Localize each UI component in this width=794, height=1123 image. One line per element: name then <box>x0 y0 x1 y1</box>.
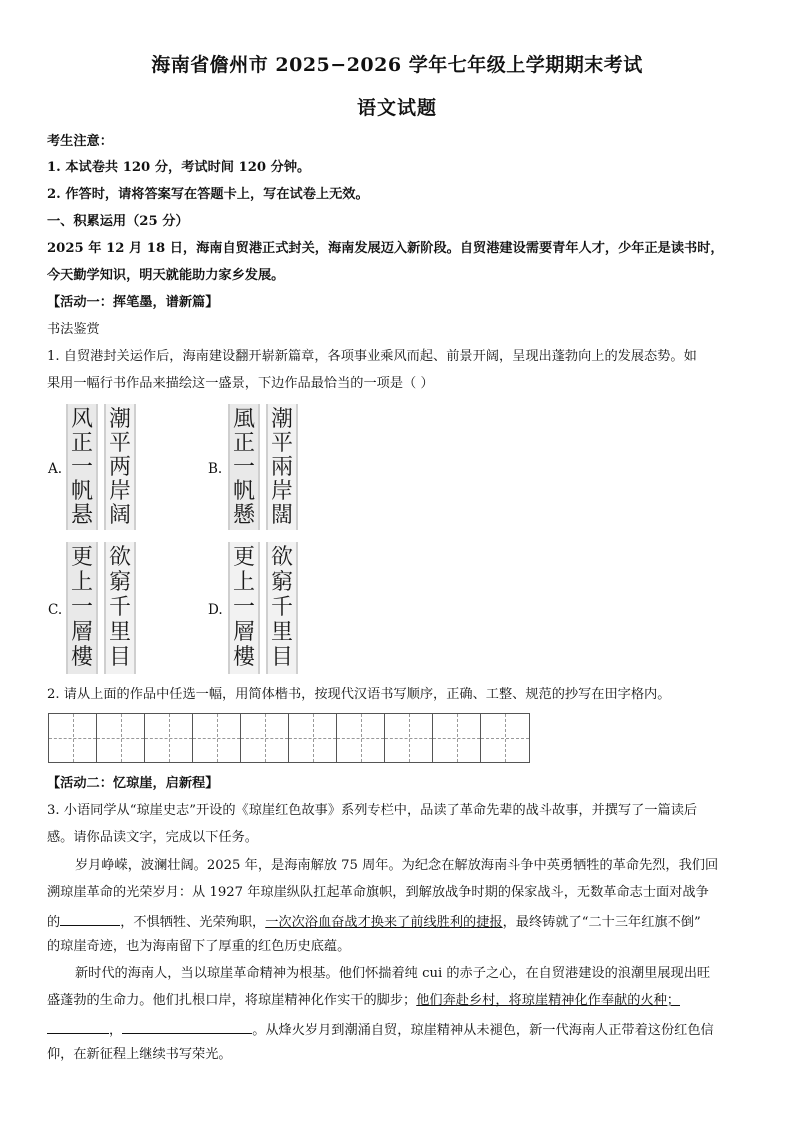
option-a-column-1 <box>66 404 98 530</box>
glyph: 里 <box>108 619 131 645</box>
passage-p2-line-3 <box>47 1019 747 1040</box>
passage-p2-line-1: 新时代的海南人，当以琼崖革命精神为根基。他们怀揣着纯 cui 的赤子之心，在自贸港建设的浪潮里展现出旺 <box>75 966 711 981</box>
text-fragment: ，最终铸就了“二十三年红旗不倒” <box>502 915 701 930</box>
option-b-calligraphy <box>228 404 298 530</box>
grid-cell[interactable] <box>49 714 97 762</box>
section-1-intro-line-1: 2025 年 12 月 18 日，海南自贸港正式封关，海南发展迈入新阶段。自贸港建设需要青年人才，少年正是读书时， <box>47 241 724 256</box>
section-1-intro-line-2: 今天勤学知识，明天就能助力家乡发展。 <box>47 268 285 283</box>
glyph: 一 <box>70 455 93 480</box>
option-a-column-2 <box>104 404 136 530</box>
grid-cell[interactable] <box>193 714 241 762</box>
glyph: 目 <box>270 644 293 670</box>
glyph: 一 <box>232 455 255 480</box>
tianzige-writing-grid[interactable] <box>48 713 530 763</box>
option-c-column-1 <box>66 542 98 674</box>
text-fragment: ， <box>109 1023 123 1038</box>
option-c-calligraphy <box>66 542 136 674</box>
glyph: 岸 <box>108 479 131 504</box>
glyph: 層 <box>70 619 93 645</box>
exam-subtitle: 语文试题 <box>356 97 437 119</box>
glyph: 窮 <box>108 570 131 596</box>
fill-blank-2[interactable] <box>47 1019 109 1034</box>
glyph: 千 <box>270 594 293 620</box>
glyph: 岸 <box>270 479 293 504</box>
activity-2-heading: 【活动二：忆琼崖，启新程】 <box>47 776 219 791</box>
grid-cell[interactable] <box>145 714 193 762</box>
exam-title: 海南省儋州市 2025−2026 学年七年级上学期期末考试 <box>151 54 643 76</box>
glyph: 平 <box>270 431 293 456</box>
glyph: 阔 <box>108 503 131 528</box>
question-1-line-1: 1. 自贸港封关运作后，海南建设翻开崭新篇章，各项事业乘风而起、前景开阔，呈现出蓬勃向上的发展态势。如 <box>47 349 697 364</box>
glyph: 帆 <box>232 479 255 504</box>
glyph: 欲 <box>108 545 131 571</box>
glyph: 潮 <box>108 407 131 432</box>
glyph: 平 <box>108 431 131 456</box>
option-c-label: C. <box>48 602 63 618</box>
glyph: 帆 <box>70 479 93 504</box>
glyph: 潮 <box>270 407 293 432</box>
grid-cell[interactable] <box>241 714 289 762</box>
underlined-sentence-2: 他们奔赴乡村，将琼崖精神化作奉献的火种； <box>416 993 680 1008</box>
option-a-label: A. <box>48 461 63 477</box>
passage-p2-line-2 <box>47 992 747 1010</box>
option-d-calligraphy <box>228 542 298 674</box>
underlined-sentence-1: 一次次浴血奋战才换来了前线胜利的捷报 <box>265 915 503 930</box>
grid-cell[interactable] <box>385 714 433 762</box>
notice-item-2: 2. 作答时，请将答案写在答题卡上，写在试卷上无效。 <box>47 187 369 202</box>
question-2-text: 2. 请从上面的作品中任选一幅，用简体楷书，按现代汉语书写顺序，正确、工整、规范的抄写在田字格内。 <box>47 687 671 702</box>
activity-1-subheading: 书法鉴赏 <box>47 322 100 337</box>
text-fragment: 。从烽火岁月到潮涌自贸，琼崖精神从未褪色，新一代海南人正带着这份红色信 <box>252 1023 714 1038</box>
glyph: 目 <box>108 644 131 670</box>
grid-cell[interactable] <box>97 714 145 762</box>
glyph: 上 <box>232 570 255 596</box>
glyph: 悬 <box>70 503 93 528</box>
notice-heading: 考生注意： <box>47 134 113 149</box>
grid-cell[interactable] <box>433 714 481 762</box>
glyph: 千 <box>108 594 131 620</box>
grid-cell[interactable] <box>289 714 337 762</box>
option-c-column-2 <box>104 542 136 674</box>
glyph: 更 <box>70 545 93 571</box>
glyph: 正 <box>232 431 255 456</box>
glyph: 欲 <box>270 545 293 571</box>
glyph: 一 <box>232 594 255 620</box>
glyph: 風 <box>232 407 255 432</box>
option-d-column-1 <box>228 542 260 674</box>
grid-cell[interactable] <box>481 714 529 762</box>
option-a-calligraphy <box>66 404 136 530</box>
grid-cell[interactable] <box>337 714 385 762</box>
passage-p1-line-1: 岁月峥嵘，波澜壮阔。2025 年，是海南解放 75 周年。为纪念在解放海南斗争中英勇牺牲的革命先烈，我们回 <box>75 858 719 873</box>
option-b-column-2 <box>266 404 298 530</box>
glyph: 上 <box>70 570 93 596</box>
passage-p2-line-4: 仰，在新征程上继续书写荣光。 <box>47 1047 232 1062</box>
glyph: 风 <box>70 407 93 432</box>
glyph: 里 <box>270 619 293 645</box>
fill-blank-3[interactable] <box>122 1019 252 1034</box>
fill-blank-1[interactable] <box>60 911 120 926</box>
option-d-label: D. <box>208 602 223 618</box>
question-3-line-2: 感。请你品读文字，完成以下任务。 <box>47 830 258 845</box>
section-1-heading: 一、积累运用（25 分） <box>47 214 189 229</box>
glyph: 正 <box>70 431 93 456</box>
glyph: 一 <box>70 594 93 620</box>
question-1-line-2: 果用一幅行书作品来描绘这一盛景，下边作品最恰当的一项是（ ） <box>47 376 434 391</box>
passage-p1-line-2: 溯琼崖革命的光荣岁月：从 1927 年琼崖纵队扛起革命旗帜，到解放战争时期的保家战斗，无数革命志士面对战争 <box>47 885 709 900</box>
option-d-column-2 <box>266 542 298 674</box>
glyph: 窮 <box>270 570 293 596</box>
text-fragment: ，不惧牺牲、光荣殉职， <box>120 915 266 930</box>
glyph: 樓 <box>70 644 93 670</box>
glyph: 樓 <box>232 644 255 670</box>
glyph: 懸 <box>232 503 255 528</box>
text-fragment: 盛蓬勃的生命力。他们扎根口岸，将琼崖精神化作实干的脚步； <box>47 993 417 1008</box>
glyph: 闊 <box>270 503 293 528</box>
passage-p1-line-4: 的琼崖奇迹，也为海南留下了厚重的红色历史底蕴。 <box>47 939 351 954</box>
glyph: 兩 <box>270 455 293 480</box>
glyph: 層 <box>232 619 255 645</box>
question-3-line-1: 3. 小语同学从“琼崖史志”开设的《琼崖红色故事》系列专栏中，品读了革命先辈的战斗故事，并撰写了一篇读后 <box>47 803 698 818</box>
text-fragment: 的 <box>47 915 61 930</box>
glyph: 更 <box>232 545 255 571</box>
option-b-column-1 <box>228 404 260 530</box>
activity-1-heading: 【活动一：挥笔墨，谱新篇】 <box>47 295 219 310</box>
glyph: 两 <box>108 455 131 480</box>
option-b-label: B. <box>208 461 223 477</box>
passage-p1-line-3 <box>47 911 747 932</box>
notice-item-1: 1. 本试卷共 120 分，考试时间 120 分钟。 <box>47 160 311 175</box>
